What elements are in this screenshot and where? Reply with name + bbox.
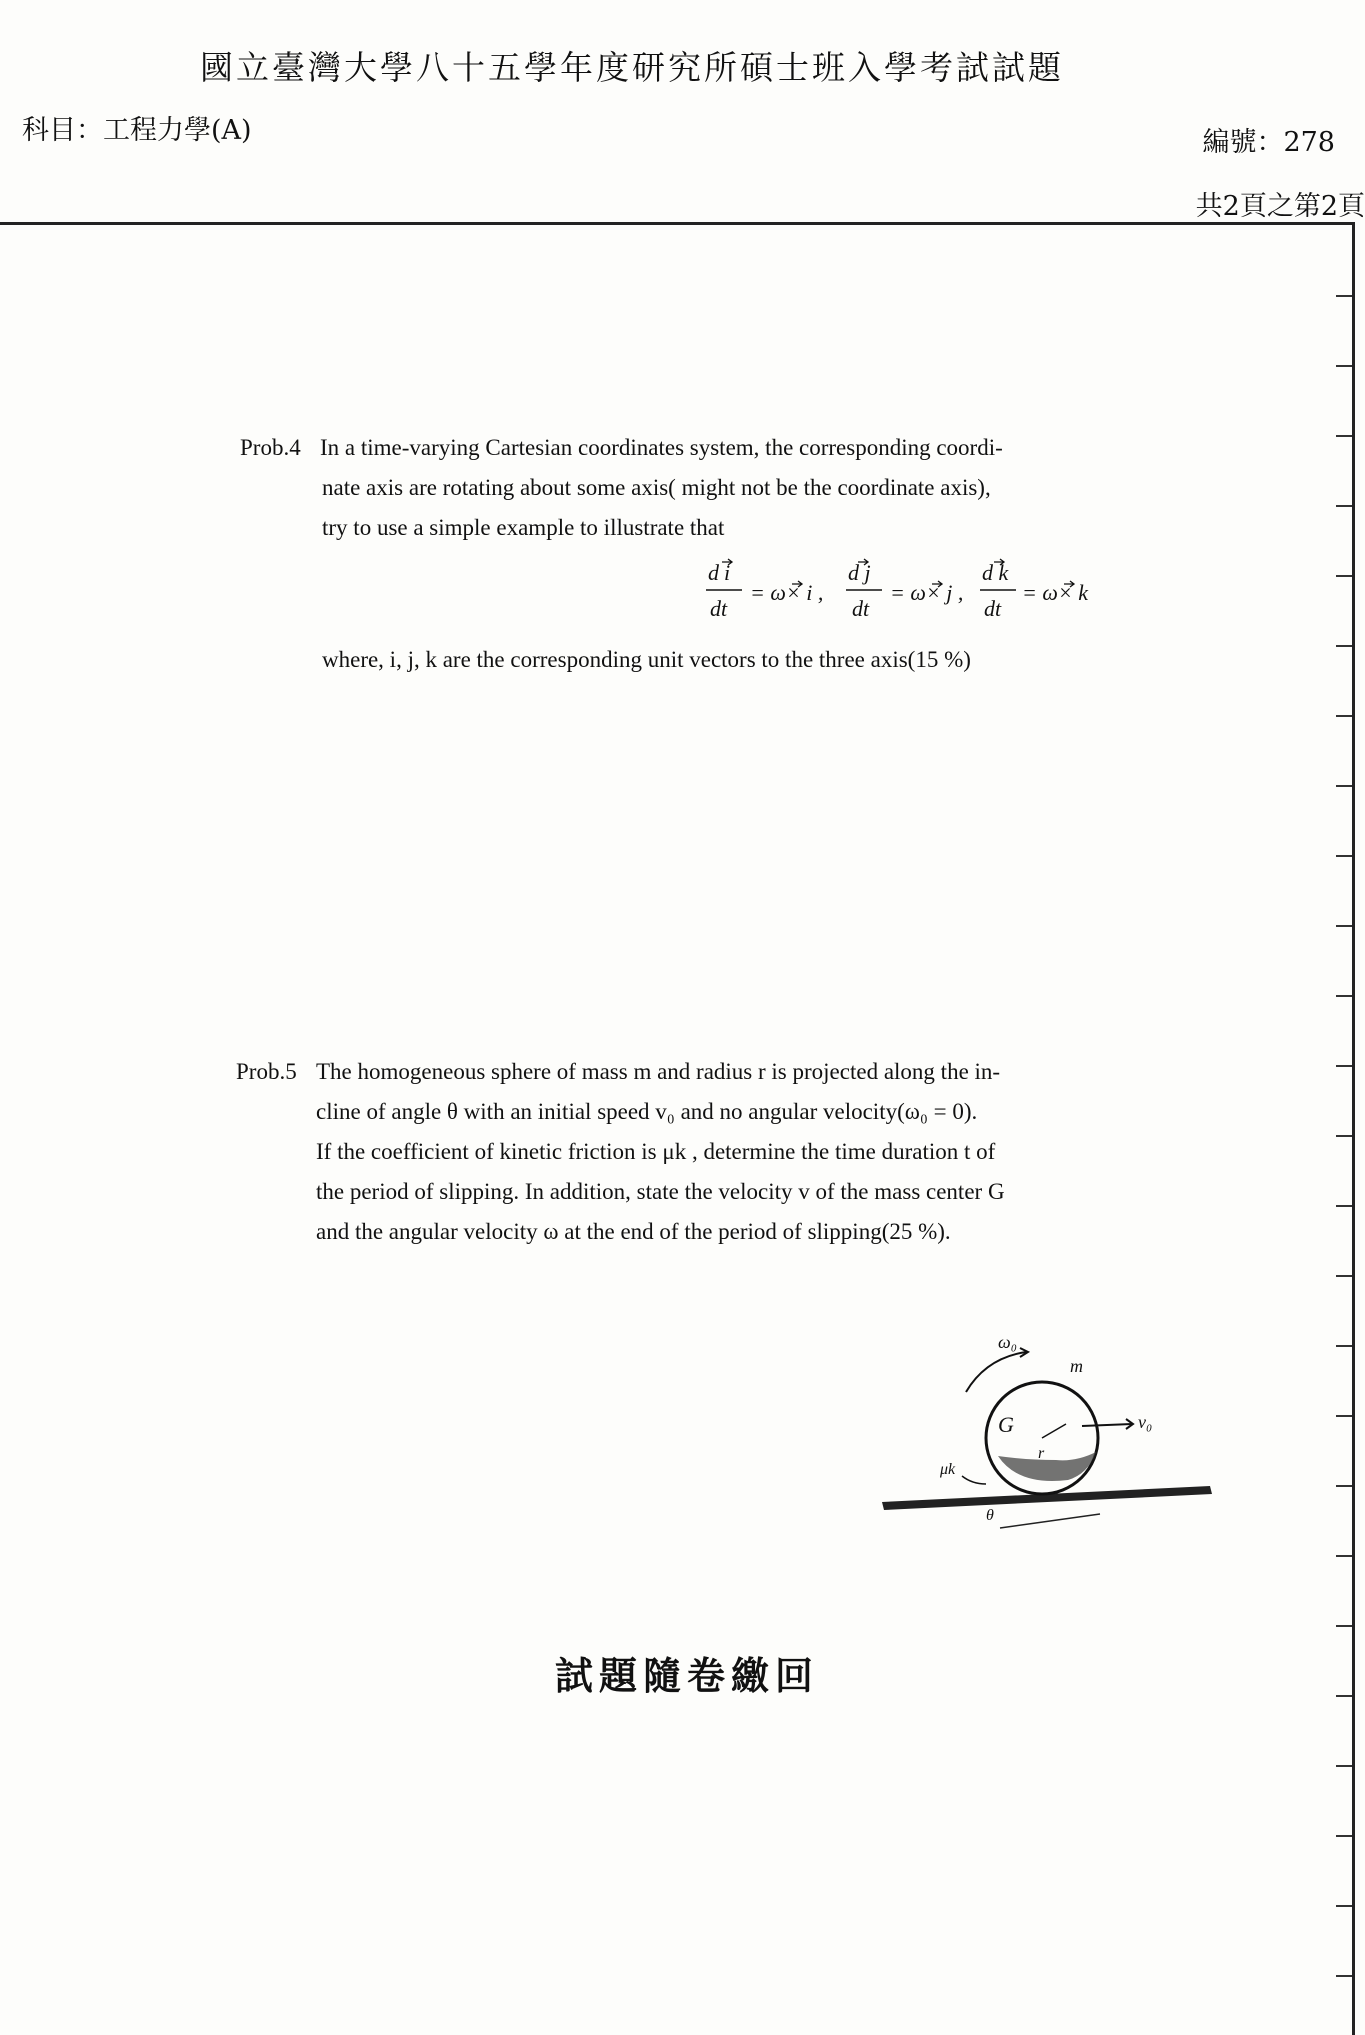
prob5-line-2: cline of angle θ with an initial speed v₀ and no angular velocity(ω₀ = 0). [316,1099,978,1124]
omega0-arrow [966,1352,1026,1392]
radius-line [1042,1424,1066,1438]
sphere-incline-figure [870,1320,1230,1524]
mass-label: m [1070,1356,1083,1376]
svg-text:= ω× k: = ω× k [1022,580,1088,605]
prob4-label: Prob.4 [240,435,301,460]
prob4-line-3: try to use a simple example to illustrate that [322,515,725,540]
svg-text:d: d [708,560,719,585]
prob4-line-4: where, i, j, k are the corresponding unit vectors to the three axis(15 %) [322,647,971,672]
prob4-line-2: nate axis are rotating about some axis( might not be the coordinate axis), [322,475,991,500]
omega0-label: ω₀ [998,1332,1017,1352]
prob5-line-1: The homogeneous sphere of mass m and radius r is projected along the in- [316,1059,1001,1084]
svg-text:dt: dt [984,596,1002,621]
svg-text:dt: dt [710,596,728,621]
radius-label: r [1038,1445,1045,1462]
friction-arrow [962,1476,986,1484]
svg-text:d k: d k [982,560,1009,585]
center-g-label: G [998,1412,1014,1437]
v0-label: v₀ [1138,1412,1153,1432]
incline-surface [882,1486,1212,1510]
svg-text:= ω× i ,: = ω× i , [750,580,824,605]
prob5-line-4: the period of slipping. In addition, state the velocity v of the mass center G [316,1179,1005,1204]
prob5-label: Prob.5 [236,1059,297,1084]
svg-text:= ω× j ,: = ω× j , [890,580,964,605]
svg-text:d j: d j [848,560,871,585]
svg-text:dt: dt [852,596,870,621]
exam-title: 國立臺灣大學八十五學年度研究所碩士班入學考試試題 [200,48,1064,87]
subject-label: 科目：工程力學(A) [22,115,252,146]
derivative-equation [700,556,1120,626]
page-indicator: 共2頁之第2頁 [1195,191,1365,222]
prob4-line-1: In a time-varying Cartesian coordinates system, the corresponding coordi- [320,435,1003,460]
prob5-line-5: and the angular velocity ω at the end of the period of slipping(25 %). [316,1219,951,1244]
theta-label: θ [986,1507,994,1524]
svg-text:i: i [724,560,731,585]
prob5-line-3: If the coefficient of kinetic friction is μk , determine the time duration t of [316,1139,996,1164]
v0-arrow [1082,1424,1132,1426]
exam-code: 編號：278 [1202,127,1335,158]
mu-k-label: μk [940,1461,956,1478]
return-notice: 試題隨卷繳回 [555,1653,820,1698]
